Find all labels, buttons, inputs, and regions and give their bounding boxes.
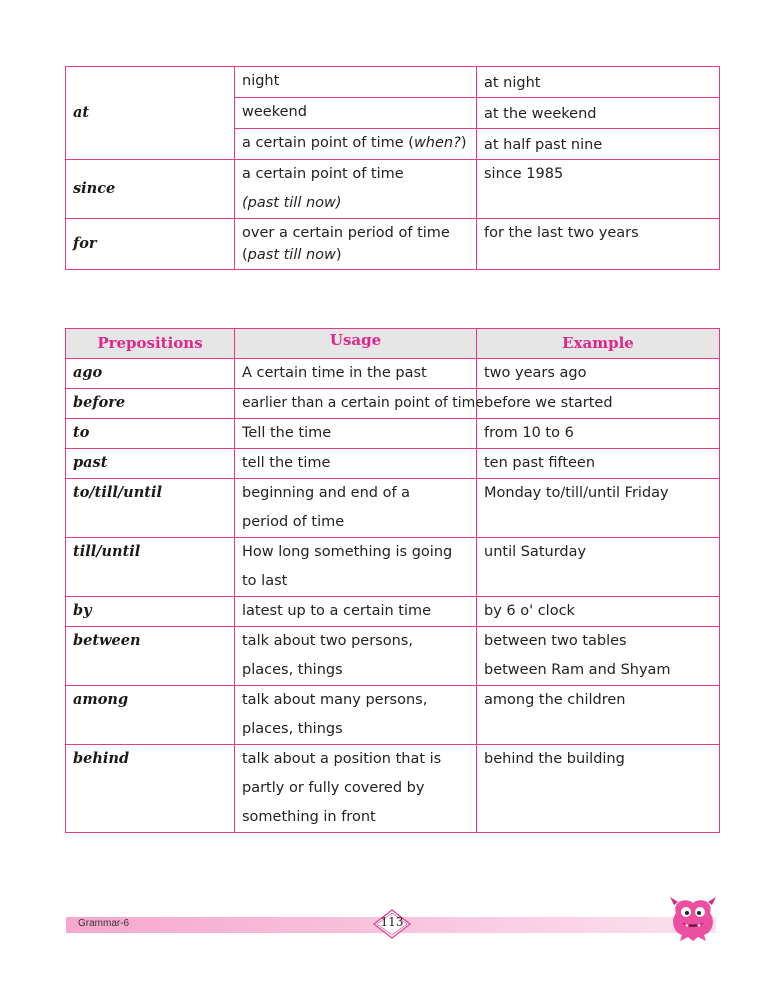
example-cell: at half past nine: [477, 129, 720, 160]
preposition-cell: for: [66, 219, 235, 270]
table-row: [66, 597, 720, 627]
example-cell: two years ago: [477, 359, 720, 389]
book-title: Grammar-6: [78, 918, 130, 929]
example-cell: by 6 o' clock: [477, 597, 720, 627]
usage-cell: night: [235, 67, 477, 98]
usage-cell: a certain point of time (past till now): [235, 160, 477, 219]
table-header-row: [66, 329, 720, 359]
example-cell: Monday to/till/until Friday: [477, 479, 720, 538]
table-row: [66, 389, 720, 419]
header-prepositions: Prepositions: [66, 329, 235, 359]
table-row: [66, 686, 720, 745]
table-row: [66, 449, 720, 479]
monster-mascot-icon: [668, 893, 718, 943]
table-row: [66, 538, 720, 597]
example-cell: among the children: [477, 686, 720, 745]
preposition-cell: by: [66, 597, 235, 627]
preposition-cell: to: [66, 419, 235, 449]
usage-cell: talk about a position that is partly or fully covered by something in front: [235, 745, 477, 833]
usage-cell: talk about many persons, places, things: [235, 686, 477, 745]
usage-cell: a certain point of time (when?): [235, 129, 477, 160]
example-cell: at the weekend: [477, 98, 720, 129]
table-row: [66, 419, 720, 449]
table-row: [66, 160, 720, 219]
header-example: Example: [477, 329, 720, 359]
example-cell: for the last two years: [477, 219, 720, 270]
table-row: [66, 627, 720, 686]
usage-cell: weekend: [235, 98, 477, 129]
preposition-cell: since: [66, 160, 235, 219]
preposition-cell: behind: [66, 745, 235, 833]
preposition-cell: to/till/until: [66, 479, 235, 538]
example-cell: ten past fifteen: [477, 449, 720, 479]
preposition-cell: between: [66, 627, 235, 686]
preposition-table-time-2: [65, 328, 720, 833]
usage-cell: beginning and end of a period of time: [235, 479, 477, 538]
preposition-cell: past: [66, 449, 235, 479]
usage-cell: tell the time: [235, 449, 477, 479]
table-row: [66, 359, 720, 389]
table-row: [66, 479, 720, 538]
usage-cell: latest up to a certain time: [235, 597, 477, 627]
header-usage: Usage: [235, 329, 477, 359]
usage-cell: earlier than a certain point of time: [235, 389, 477, 419]
preposition-cell: at: [66, 67, 235, 160]
example-cell: until Saturday: [477, 538, 720, 597]
preposition-cell: till/until: [66, 538, 235, 597]
example-cell: behind the building: [477, 745, 720, 833]
table-row: [66, 745, 720, 833]
preposition-table-time-1: [65, 66, 720, 270]
usage-cell: A certain time in the past: [235, 359, 477, 389]
usage-cell: talk about two persons, places, things: [235, 627, 477, 686]
table-row: [66, 219, 720, 270]
example-cell: from 10 to 6: [477, 419, 720, 449]
preposition-cell: ago: [66, 359, 235, 389]
example-cell: before we started: [477, 389, 720, 419]
usage-cell: Tell the time: [235, 419, 477, 449]
example-cell: at night: [477, 67, 720, 98]
page-number: 113: [380, 915, 404, 929]
table-row: [66, 67, 720, 98]
usage-cell: How long something is going to last: [235, 538, 477, 597]
example-cell: since 1985: [477, 160, 720, 219]
example-cell: between two tables between Ram and Shyam: [477, 627, 720, 686]
preposition-cell: among: [66, 686, 235, 745]
preposition-cell: before: [66, 389, 235, 419]
usage-cell: over a certain period of time (past till now): [235, 219, 477, 270]
